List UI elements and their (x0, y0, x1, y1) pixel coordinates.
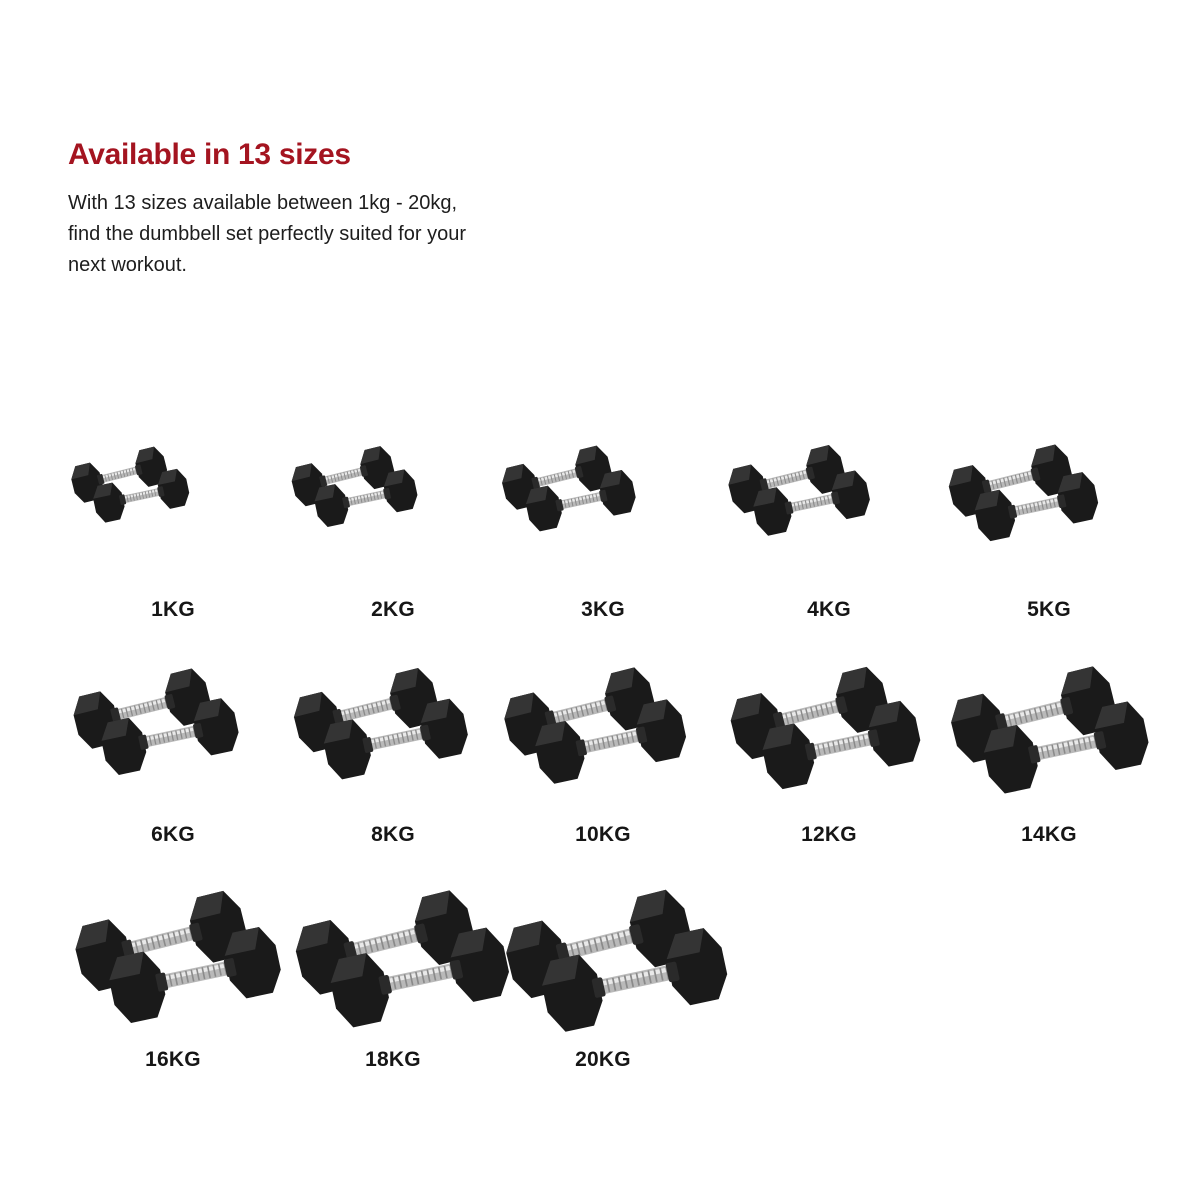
dumbbell-weight-label: 6KG (151, 823, 195, 846)
dumbbell-weight-label: 12KG (801, 823, 857, 846)
dumbbell-row (0, 898, 1200, 1123)
dumbbell-size-grid (0, 448, 1200, 1123)
dumbbell-weight-label: 10KG (575, 823, 631, 846)
page-description: With 13 sizes available between 1kg - 20kg, find the dumbbell set perfectly suited for your next workout. (68, 192, 466, 276)
dumbbell-pair-illustration (282, 898, 504, 1038)
dumbbell-pair-illustration (282, 673, 504, 813)
page-title: Available in 13 sizes (68, 138, 351, 172)
dumbbell-weight-label: 2KG (371, 598, 415, 621)
dumbbell-item (938, 673, 1160, 883)
dumbbell-pair-illustration (938, 673, 1160, 813)
dumbbell-item (718, 448, 940, 658)
dumbbell-item (938, 448, 1160, 658)
dumbbell-weight-label: 14KG (1021, 823, 1077, 846)
dumbbell-item (492, 448, 714, 658)
dumbbell-pair-illustration (492, 448, 714, 588)
dumbbell-pair-illustration (492, 673, 714, 813)
dumbbell-weight-label: 5KG (1027, 598, 1071, 621)
dumbbell-pair-illustration (62, 898, 284, 1038)
dumbbell-item (492, 898, 714, 1108)
dumbbell-weight-label: 1KG (151, 598, 195, 621)
dumbbell-pair-illustration (492, 898, 714, 1038)
dumbbell-pair-illustration (718, 448, 940, 588)
dumbbell-item (718, 673, 940, 883)
dumbbell-row (0, 448, 1200, 673)
dumbbell-pair-illustration (62, 448, 284, 588)
dumbbell-item (62, 673, 284, 883)
dumbbell-weight-label: 4KG (807, 598, 851, 621)
dumbbell-item (62, 448, 284, 658)
dumbbell-weight-label: 8KG (371, 823, 415, 846)
dumbbell-item (492, 673, 714, 883)
dumbbell-pair-illustration (718, 673, 940, 813)
dumbbell-row (0, 673, 1200, 898)
dumbbell-pair-illustration (938, 448, 1160, 588)
dumbbell-item (62, 898, 284, 1108)
dumbbell-weight-label: 16KG (145, 1048, 201, 1071)
dumbbell-item (282, 673, 504, 883)
dumbbell-pair-illustration (62, 673, 284, 813)
dumbbell-weight-label: 18KG (365, 1048, 421, 1071)
dumbbell-weight-label: 3KG (581, 598, 625, 621)
dumbbell-pair-illustration (282, 448, 504, 588)
dumbbell-item (282, 448, 504, 658)
dumbbell-item (282, 898, 504, 1108)
dumbbell-weight-label: 20KG (575, 1048, 631, 1071)
